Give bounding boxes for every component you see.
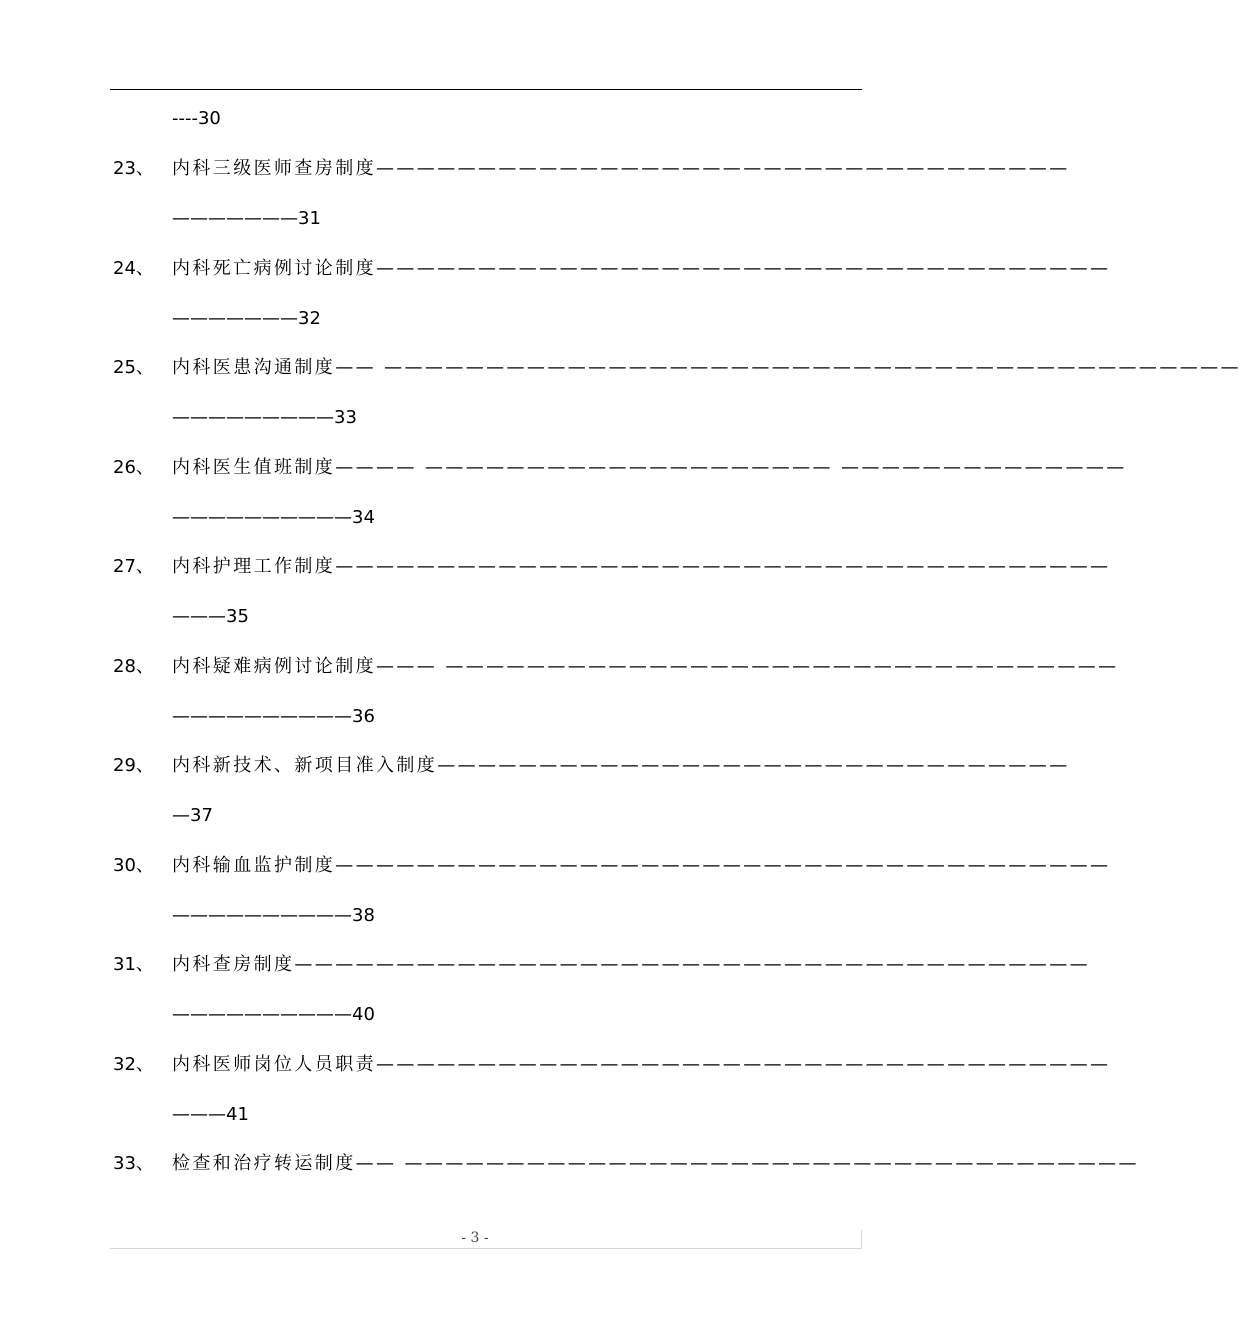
- toc-entry-title: 内科查房制度———————————————————————————————————————: [172, 954, 1090, 975]
- toc-entry-title: 检查和治疗转运制度—— ————————————————————————————————————: [172, 1153, 1139, 1174]
- toc-entry-page-ref: ——————————38: [172, 905, 375, 926]
- toc-entry-page-ref: ———41: [172, 1104, 249, 1125]
- toc-entry-number: 32、: [113, 1054, 154, 1075]
- toc-entry-number: 28、: [113, 656, 154, 677]
- toc-entry-title: 内科新技术、新项目准入制度———————————————————————————————: [172, 755, 1070, 776]
- toc-entry-page-ref: —37: [172, 805, 213, 826]
- toc-entry-number: 31、: [113, 954, 154, 975]
- toc-entry-number: 25、: [113, 357, 154, 378]
- toc-entry-page-ref: ———————32: [172, 308, 321, 329]
- toc-entry-page-ref: ———————31: [172, 208, 321, 229]
- toc-entry-number: 30、: [113, 855, 154, 876]
- toc-entry-title: 内科疑难病例讨论制度——— —————————————————————————————————: [172, 656, 1119, 677]
- toc-entry-title: 内科死亡病例讨论制度————————————————————————————————————: [172, 258, 1111, 279]
- page-number: - 3 -: [461, 1230, 489, 1246]
- toc-entry-title: 内科医生值班制度———— ———————————————————— ——————————————: [172, 457, 1127, 478]
- toc-entry-title: 内科护理工作制度——————————————————————————————————————: [172, 556, 1111, 577]
- toc-entry-title: 内科医患沟通制度—— ——————————————————————————————————————————: [172, 357, 1241, 378]
- toc-entry-number: 33、: [113, 1153, 154, 1174]
- toc-entry-title: 内科输血监护制度——————————————————————————————————————: [172, 855, 1111, 876]
- toc-entry-page-ref: ——————————34: [172, 507, 375, 528]
- toc-entry-number: 29、: [113, 755, 154, 776]
- toc-entry-number: 23、: [113, 158, 154, 179]
- toc-entry-number: 24、: [113, 258, 154, 279]
- toc-entry-page-ref: —————————33: [172, 407, 357, 428]
- footer-rule: [110, 1248, 862, 1249]
- toc-entry-page-ref: ———35: [172, 606, 249, 627]
- toc-carry-over: ----30: [172, 108, 221, 129]
- toc-entry-number: 26、: [113, 457, 154, 478]
- toc-entry-title: 内科三级医师查房制度——————————————————————————————————: [172, 158, 1070, 179]
- toc-entry-number: 27、: [113, 556, 154, 577]
- toc-entry-page-ref: ——————————40: [172, 1004, 375, 1025]
- toc-entry-title: 内科医师岗位人员职责————————————————————————————————————: [172, 1054, 1111, 1075]
- toc-entry-page-ref: ——————————36: [172, 706, 375, 727]
